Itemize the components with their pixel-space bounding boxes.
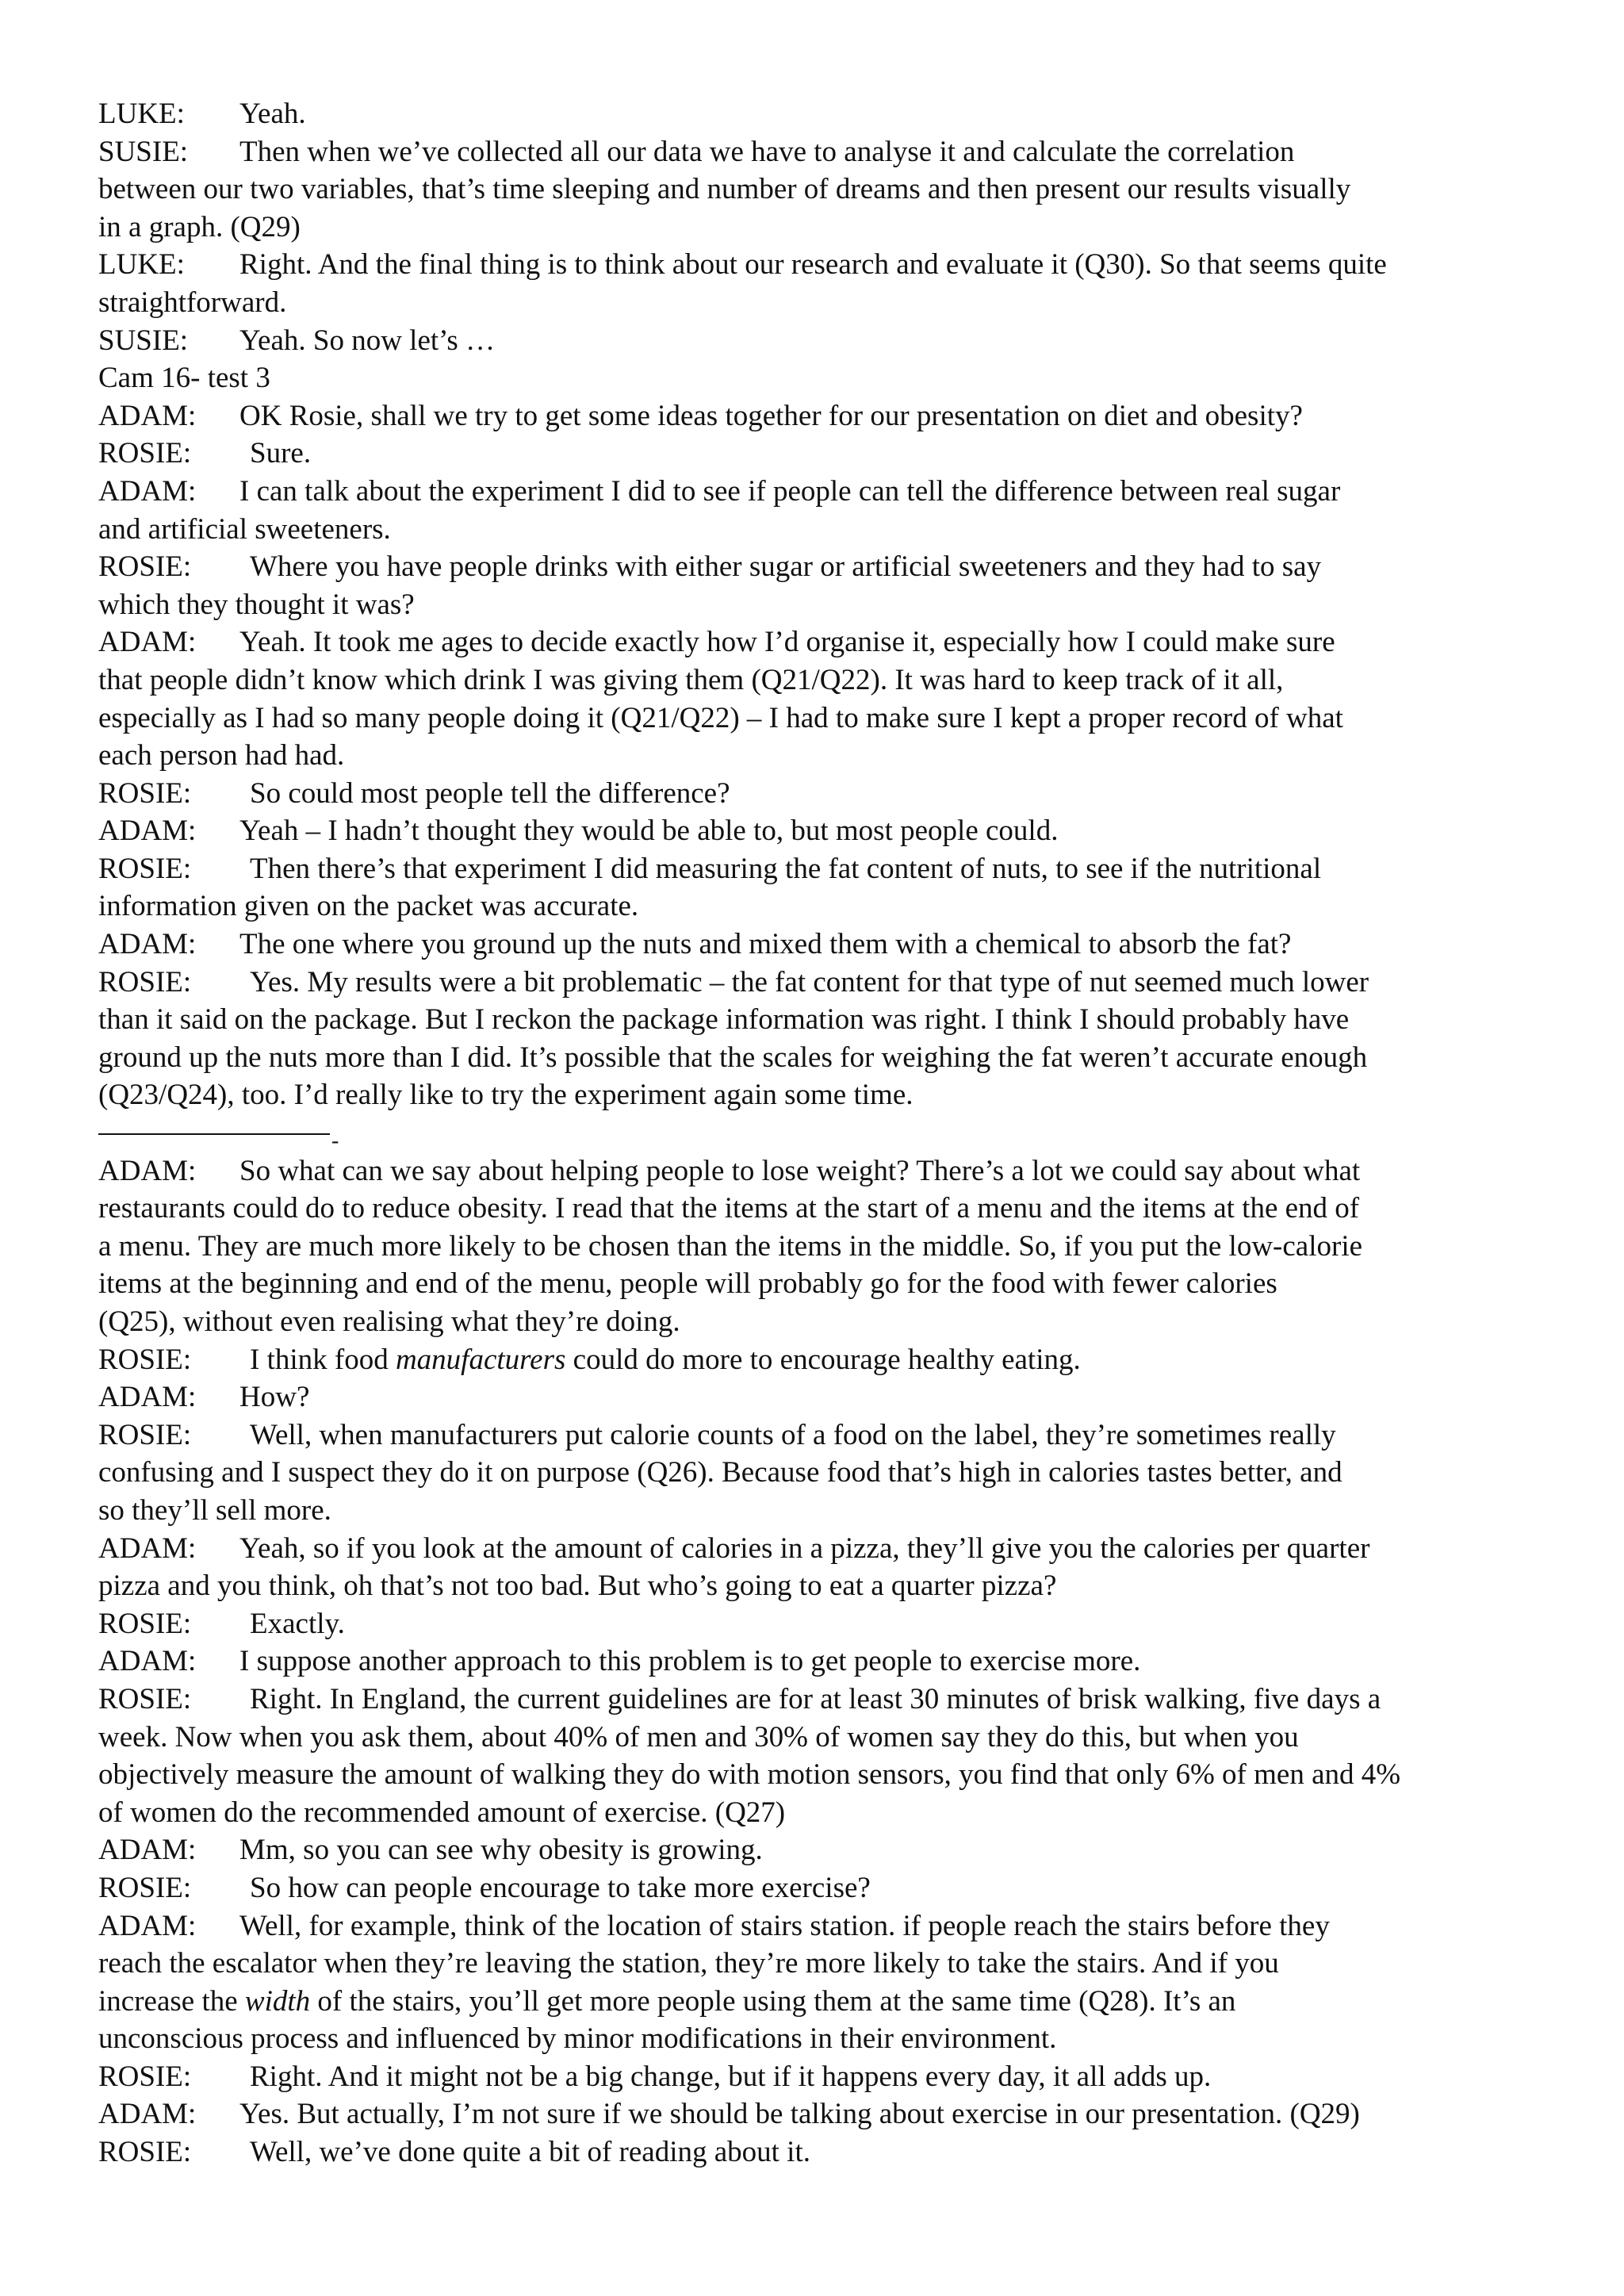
speaker-label: ROSIE: xyxy=(98,1682,192,1715)
continuation-line xyxy=(98,2020,1573,2058)
speaker-label: ROSIE: xyxy=(98,2060,192,2093)
line-text: that people didn’t know which drink I was giving them (Q21/Q22). It was hard to keep track of it all, xyxy=(98,663,1284,696)
speaker-label: LUKE: xyxy=(98,98,185,130)
continuation-line xyxy=(98,661,1573,700)
line-text: week. Now when you ask them, about 40% of men and 30% of women say they do this, but when you xyxy=(98,1720,1299,1754)
dialogue-line xyxy=(98,1869,1573,1907)
line-text: each person had had. xyxy=(98,739,345,772)
continuation-line xyxy=(98,1794,1573,1832)
continuation-line xyxy=(98,1265,1573,1303)
line-text: pizza and you think, oh that’s not too bad. But who’s going to eat a quarter pizza? xyxy=(98,1570,1057,1603)
divider-rule xyxy=(98,1133,330,1135)
line-text-tail: could do more to encourage healthy eating. xyxy=(565,1343,1081,1376)
dialogue-line xyxy=(98,435,1573,473)
line-text: Well, we’ve done quite a bit of reading about it. xyxy=(250,2136,810,2169)
speaker-label: ADAM: xyxy=(98,2098,197,2131)
continuation-line xyxy=(98,1228,1573,1266)
continuation-line xyxy=(98,1719,1573,1757)
line-text: So how can people encourage to take more exercise? xyxy=(250,1871,871,1904)
line-text: Yes. But actually, I’m not sure if we should be talking about exercise in our presentation. (Q29) xyxy=(239,2098,1360,2131)
dialogue-line xyxy=(98,1152,1573,1190)
dialogue-line xyxy=(98,2133,1573,2171)
dialogue-line xyxy=(98,850,1573,888)
speaker-label: ROSIE: xyxy=(98,437,192,470)
speaker-label: ADAM: xyxy=(98,1381,197,1414)
speaker-label: ADAM: xyxy=(98,815,197,848)
continuation-line xyxy=(98,1001,1573,1039)
continuation-line xyxy=(98,1076,1573,1114)
continuation-line xyxy=(98,209,1573,247)
line-text: straightforward. xyxy=(98,286,287,319)
continuation-line xyxy=(98,887,1573,926)
line-text: increase the xyxy=(98,1984,245,2018)
line-text: So could most people tell the difference? xyxy=(250,776,730,810)
dialogue-line xyxy=(98,473,1573,511)
speaker-label: ADAM: xyxy=(98,928,197,961)
speaker-label: ADAM: xyxy=(98,399,197,432)
dialogue-line xyxy=(98,397,1573,435)
dialogue-line xyxy=(98,1831,1573,1869)
line-text: items at the beginning and end of the menu, people will probably go for the food with fewer calories xyxy=(98,1267,1277,1301)
speaker-label: ADAM: xyxy=(98,1531,197,1565)
continuation-line xyxy=(98,1983,1573,2021)
line-text: (Q25), without even realising what they’re doing. xyxy=(98,1305,680,1338)
speaker-label: ADAM: xyxy=(98,1909,197,1942)
continuation-line xyxy=(98,1492,1573,1530)
dialogue-line xyxy=(98,1642,1573,1681)
speaker-label: SUSIE: xyxy=(98,135,189,168)
speaker-label: ROSIE: xyxy=(98,776,192,810)
speaker-label: ROSIE: xyxy=(98,1871,192,1904)
line-text: I can talk about the experiment I did to see if people can tell the difference between real sugar xyxy=(239,474,1341,508)
continuation-line xyxy=(98,284,1573,322)
speaker-label: ADAM: xyxy=(98,626,197,659)
dialogue-line xyxy=(98,133,1573,171)
line-text: which they thought it was? xyxy=(98,588,415,621)
speaker-label: ROSIE: xyxy=(98,1418,192,1451)
line-text: Yeah. So now let’s … xyxy=(239,324,496,357)
dialogue-line xyxy=(98,246,1573,284)
line-text: Right. In England, the current guidelines are for at least 30 minutes of brisk walking, five days a xyxy=(250,1682,1381,1715)
dialogue-line xyxy=(98,1605,1573,1643)
continuation-line xyxy=(98,1454,1573,1492)
dialogue-line xyxy=(98,2058,1573,2096)
line-text: unconscious process and influenced by minor modifications in their environment. xyxy=(98,2022,1057,2056)
continuation-line xyxy=(98,511,1573,549)
dialogue-line xyxy=(98,95,1573,133)
continuation-line xyxy=(98,171,1573,209)
continuation-line xyxy=(98,1039,1573,1077)
dialogue-line xyxy=(98,1681,1573,1719)
dialogue-line xyxy=(98,1530,1573,1568)
line-text: than it said on the package. But I reckon the package information was right. I think I should probably have xyxy=(98,1003,1350,1037)
line-text: The one where you ground up the nuts and mixed them with a chemical to absorb the fat? xyxy=(239,928,1292,961)
transcript-part-2 xyxy=(98,1152,1573,2171)
dialogue-line xyxy=(98,812,1573,850)
line-text: I suppose another approach to this problem is to get people to exercise more. xyxy=(239,1645,1141,1678)
dialogue-line xyxy=(98,926,1573,964)
dialogue-line xyxy=(98,775,1573,813)
dialogue-line xyxy=(98,1341,1573,1379)
speaker-label: ROSIE: xyxy=(98,2136,192,2169)
line-text: Mm, so you can see why obesity is growing. xyxy=(239,1834,763,1867)
speaker-label: ROSIE: xyxy=(98,965,192,999)
dialogue-line xyxy=(98,1416,1573,1455)
speaker-label: ROSIE: xyxy=(98,550,192,584)
line-text: OK Rosie, shall we try to get some ideas together for our presentation on diet and obesity? xyxy=(239,399,1303,432)
speaker-label: ADAM: xyxy=(98,474,197,508)
speaker-label: ADAM: xyxy=(98,1834,197,1867)
line-text: So what can we say about helping people to lose weight? There’s a lot we could say about what xyxy=(239,1154,1361,1187)
line-text: Exactly. xyxy=(250,1607,345,1640)
line-text: Well, for example, think of the location of stairs station. if people reach the stairs before they xyxy=(239,1909,1330,1942)
dialogue-line xyxy=(98,548,1573,586)
continuation-line xyxy=(98,737,1573,775)
line-text: objectively measure the amount of walking they do with motion sensors, you find that only 6% of men and 4% xyxy=(98,1758,1401,1792)
speaker-label: SUSIE: xyxy=(98,324,189,357)
continuation-line xyxy=(98,700,1573,738)
line-text: Well, when manufacturers put calorie counts of a food on the label, they’re sometimes really xyxy=(250,1418,1336,1451)
line-text: information given on the packet was accurate. xyxy=(98,890,639,923)
line-text: Yes. My results were a bit problematic – the fat content for that type of nut seemed much lower xyxy=(250,965,1369,999)
speaker-label: ROSIE: xyxy=(98,852,192,885)
line-text-tail: of the stairs, you’ll get more people using them at the same time (Q28). It’s an xyxy=(310,1984,1236,2018)
line-text: Yeah, so if you look at the amount of calories in a pizza, they’ll give you the calories per quarter xyxy=(239,1531,1370,1565)
line-text: especially as I had so many people doing it (Q21/Q22) – I had to make sure I kept a proper record of what xyxy=(98,701,1343,734)
line-text: (Q23/Q24), too. I’d really like to try the experiment again some time. xyxy=(98,1079,914,1112)
dialogue-line xyxy=(98,2095,1573,2133)
line-text: I think food xyxy=(250,1343,396,1376)
section-divider xyxy=(98,1114,1573,1152)
speaker-label: ROSIE: xyxy=(98,1607,192,1640)
continuation-line xyxy=(98,1303,1573,1341)
continuation-line xyxy=(98,1756,1573,1794)
line-text: ground up the nuts more than I did. It’s possible that the scales for weighing the fat weren’t accurate enough xyxy=(98,1041,1368,1074)
dialogue-line xyxy=(98,1378,1573,1416)
line-text: Right. And it might not be a big change, but if it happens every day, it all adds up. xyxy=(250,2060,1212,2093)
line-text: Yeah – I hadn’t thought they would be able to, but most people could. xyxy=(239,815,1059,848)
line-text: Yeah. It took me ages to decide exactly how I’d organise it, especially how I could make sure xyxy=(239,626,1335,659)
line-text: confusing and I suspect they do it on purpose (Q26). Because food that’s high in calories tastes better, and xyxy=(98,1456,1342,1489)
continuation-line xyxy=(98,586,1573,624)
continuation-line xyxy=(98,1190,1573,1228)
line-text: of women do the recommended amount of exercise. (Q27) xyxy=(98,1796,786,1829)
emphasis-text: manufacturers xyxy=(395,1343,566,1376)
divider-dash: - xyxy=(331,1129,339,1154)
transcript-page xyxy=(98,95,1573,2171)
speaker-label: ADAM: xyxy=(98,1154,197,1187)
line-text: reach the escalator when they’re leaving the station, they’re more likely to take the stairs. And if you xyxy=(98,1947,1279,1980)
line-text: Where you have people drinks with either sugar or artificial sweeteners and they had to say xyxy=(250,550,1322,584)
dialogue-line xyxy=(98,322,1573,360)
speaker-label: LUKE: xyxy=(98,248,185,282)
line-text: Right. And the final thing is to think about our research and evaluate it (Q30). So that seems quite xyxy=(239,248,1387,282)
line-text: Then when we’ve collected all our data we have to analyse it and calculate the correlation xyxy=(239,135,1295,168)
speaker-label: ADAM: xyxy=(98,1645,197,1678)
dialogue-line xyxy=(98,623,1573,661)
line-text: How? xyxy=(239,1381,310,1414)
continuation-line xyxy=(98,1567,1573,1605)
line-text: a menu. They are much more likely to be chosen than the items in the middle. So, if you put the low-calorie xyxy=(98,1229,1363,1263)
dialogue-line xyxy=(98,964,1573,1002)
continuation-line xyxy=(98,359,1573,397)
line-text: restaurants could do to reduce obesity. I read that the items at the start of a menu and the items at the end of xyxy=(98,1192,1360,1225)
speaker-label: ROSIE: xyxy=(98,1343,192,1376)
transcript-part-1 xyxy=(98,95,1573,1114)
dialogue-line xyxy=(98,1907,1573,1945)
continuation-line xyxy=(98,1945,1573,1983)
line-text: and artificial sweeteners. xyxy=(98,512,391,546)
line-text: in a graph. (Q29) xyxy=(98,210,301,243)
line-text: Cam 16- test 3 xyxy=(98,362,270,395)
line-text: Sure. xyxy=(250,437,312,470)
line-text: Yeah. xyxy=(239,98,306,130)
emphasis-text: width xyxy=(244,1984,311,2018)
line-text: between our two variables, that’s time sleeping and number of dreams and then present our results visually xyxy=(98,173,1351,206)
line-text: Then there’s that experiment I did measuring the fat content of nuts, to see if the nutritional xyxy=(250,852,1322,885)
line-text: so they’ll sell more. xyxy=(98,1493,331,1527)
